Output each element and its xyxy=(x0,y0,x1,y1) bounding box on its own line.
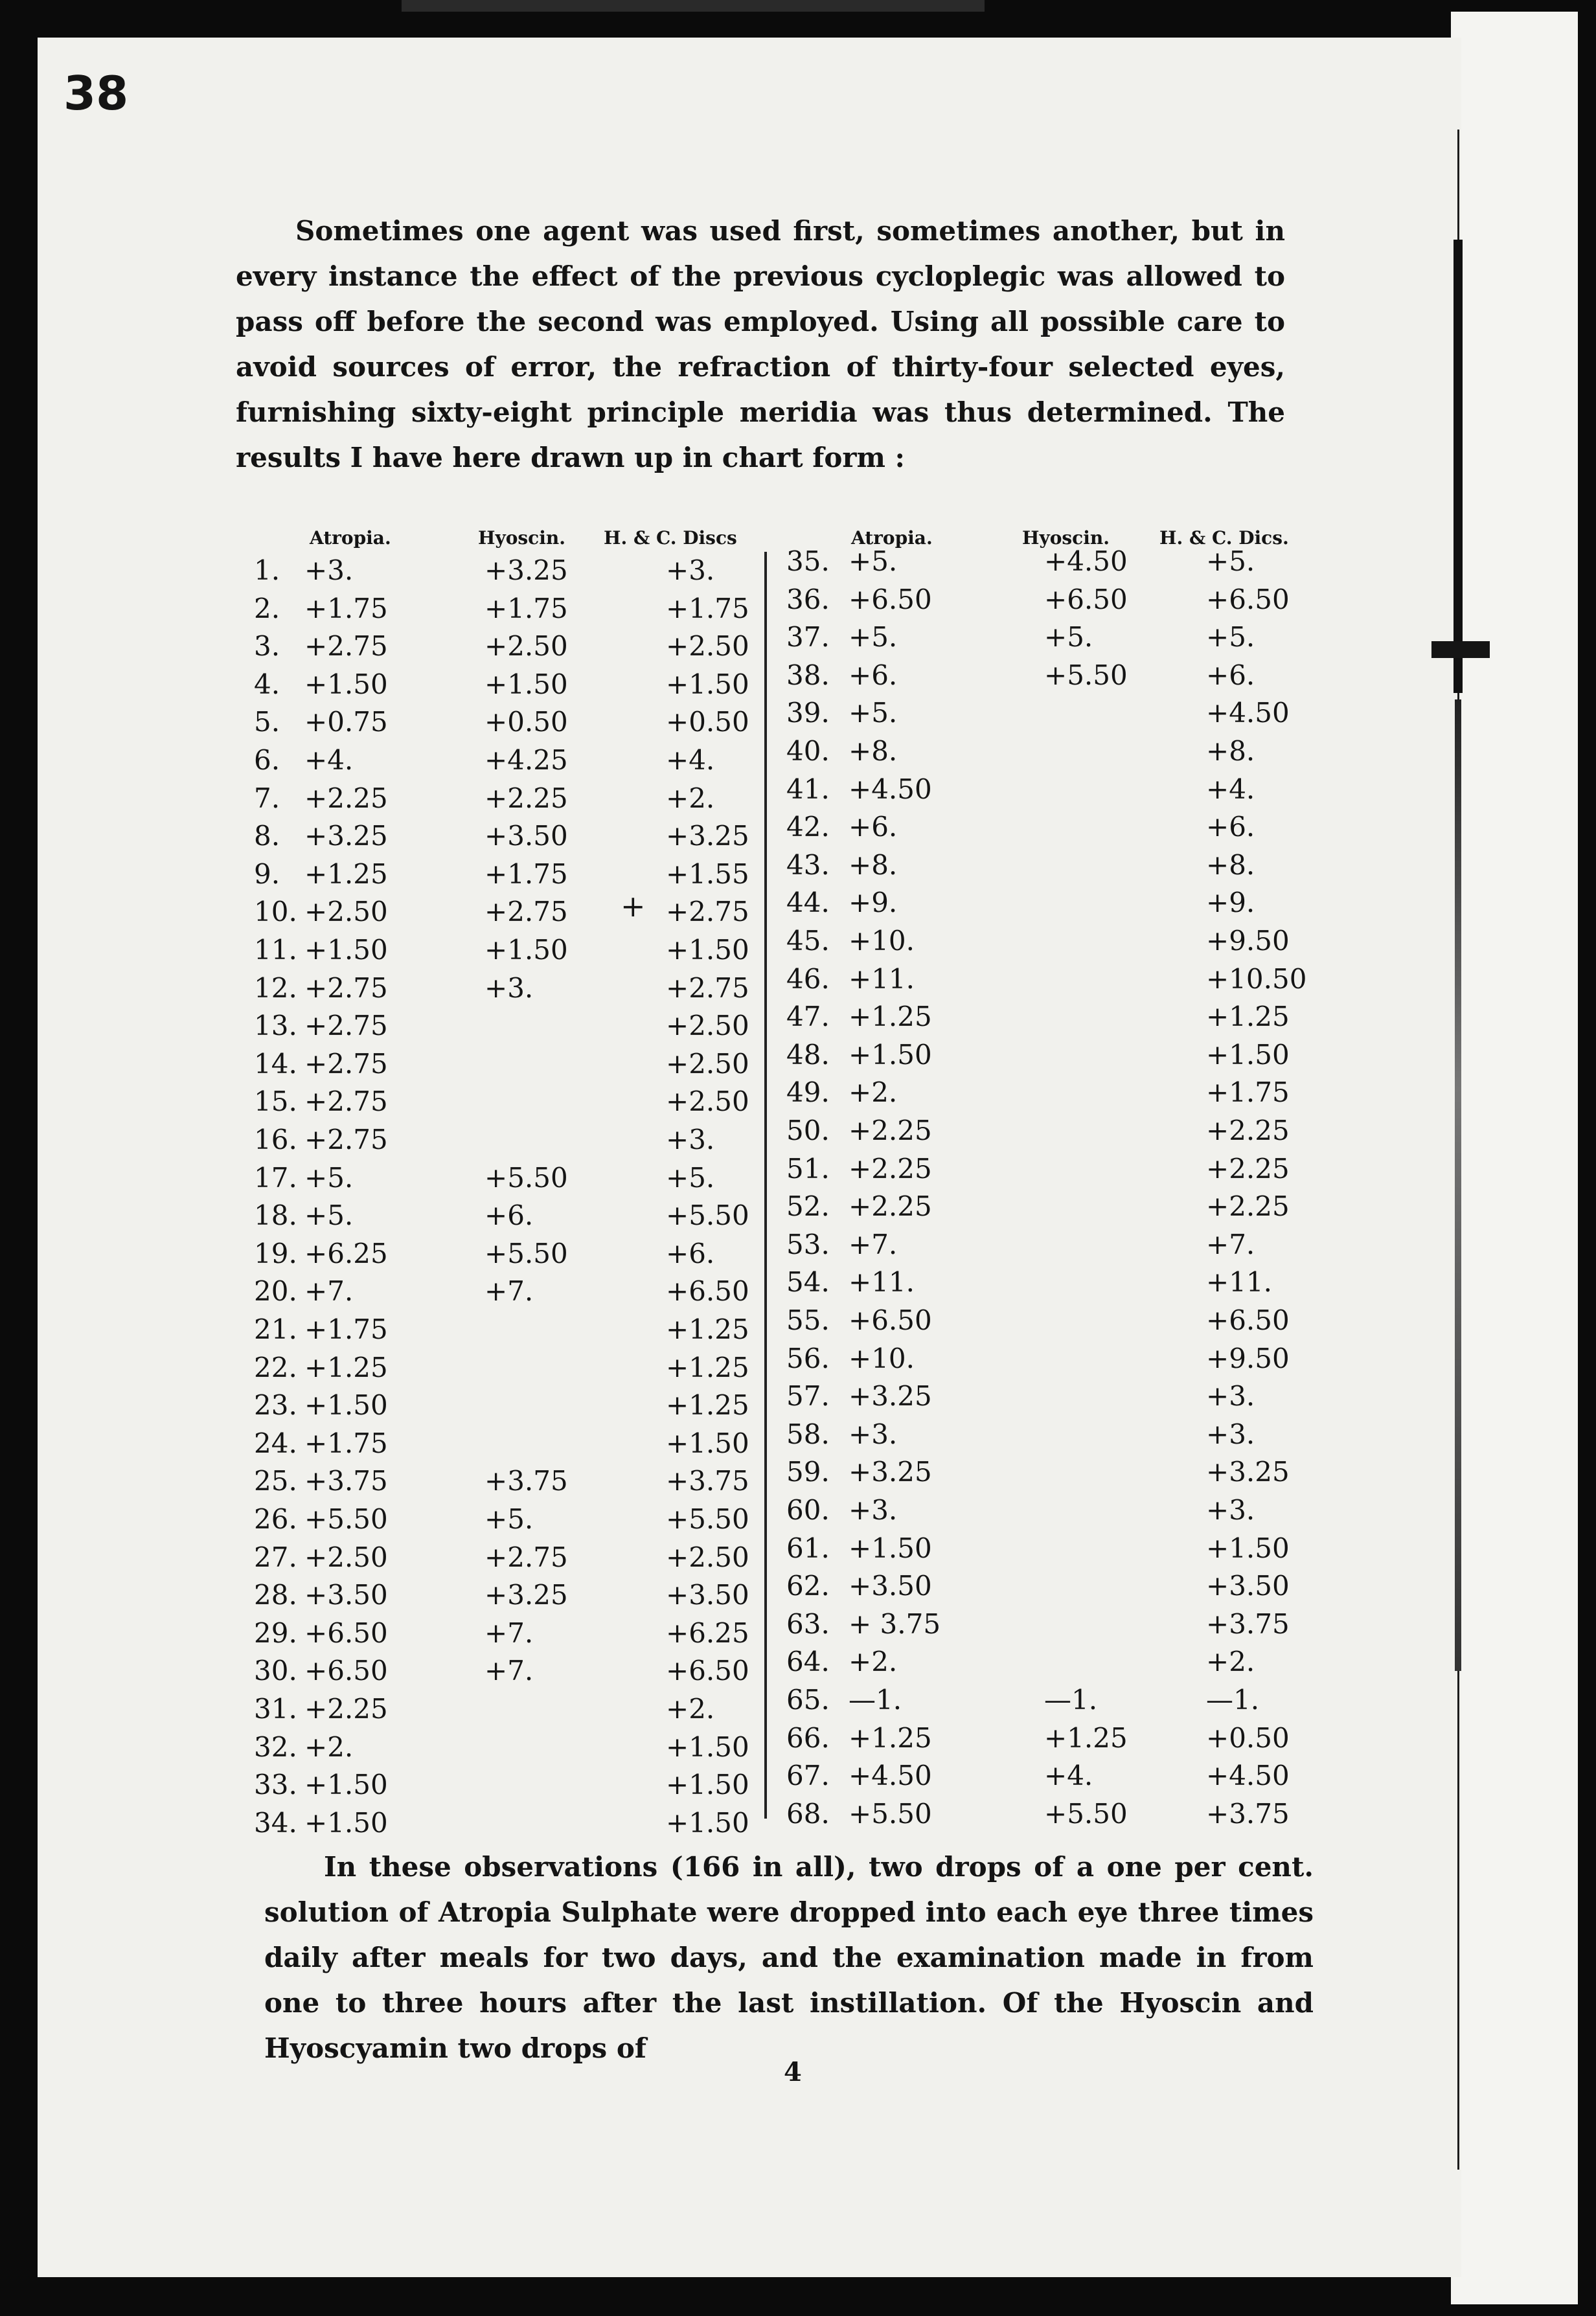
atropia-value: +2.25 xyxy=(849,1152,932,1185)
discs-value: +4. xyxy=(666,744,715,776)
atropia-value: +8. xyxy=(849,848,898,881)
row-number: 68. xyxy=(786,1797,830,1830)
discs-value: +3. xyxy=(666,1124,715,1155)
row-number: 51. xyxy=(786,1152,830,1185)
hyoscin-value: +6.50 xyxy=(1044,583,1128,615)
atropia-value: +4.50 xyxy=(849,1760,932,1792)
row-number: 35. xyxy=(786,545,830,577)
discs-value: +6. xyxy=(666,1237,715,1269)
atropia-value: +1.25 xyxy=(304,1351,388,1383)
discs-value: +6.25 xyxy=(666,1617,749,1649)
row-number: 24. xyxy=(254,1427,297,1459)
row-number: 22. xyxy=(254,1351,297,1383)
atropia-value: +2.50 xyxy=(304,896,388,928)
atropia-value: +1.75 xyxy=(304,592,388,624)
discs-value: +2.50 xyxy=(666,1047,749,1080)
hyoscin-value: +0.50 xyxy=(484,706,568,738)
atropia-value: +2.25 xyxy=(304,782,388,814)
atropia-value: +5. xyxy=(304,1199,354,1232)
hyoscin-value: +7. xyxy=(484,1617,534,1649)
hyoscin-value: +5.50 xyxy=(1044,1797,1128,1830)
atropia-value: +11. xyxy=(849,1266,915,1299)
hyoscin-value: +3.25 xyxy=(484,554,568,586)
row-number: 41. xyxy=(786,773,830,805)
hyoscin-value: +5.50 xyxy=(484,1237,568,1269)
atropia-value: +11. xyxy=(849,962,915,995)
atropia-value: +9. xyxy=(849,887,898,919)
row-number: 54. xyxy=(786,1266,830,1299)
hyoscin-value: +7. xyxy=(484,1275,534,1308)
atropia-value: +5. xyxy=(304,1161,354,1194)
discs-value: +6.50 xyxy=(1206,583,1290,615)
discs-value: +1.55 xyxy=(666,857,749,890)
right-table-row xyxy=(0,1456,1596,1494)
discs-value: +8. xyxy=(1206,848,1255,881)
discs-value: +3.75 xyxy=(1206,1607,1290,1640)
discs-value: +1.50 xyxy=(666,1806,749,1839)
discs-value: +6. xyxy=(1206,659,1255,691)
atropia-value: +6.50 xyxy=(849,1304,932,1336)
right-table-row xyxy=(0,925,1596,963)
row-number: 3. xyxy=(254,630,280,663)
discs-value: +6.50 xyxy=(1206,1304,1290,1336)
page-number: 38 xyxy=(63,66,129,120)
atropia-value: +3.25 xyxy=(849,1456,932,1488)
right-table-row xyxy=(0,1343,1596,1381)
discs-value: +1.25 xyxy=(666,1313,749,1345)
atropia-value: +2.25 xyxy=(849,1190,932,1223)
discs-value: +5. xyxy=(1206,545,1255,577)
discs-value: +3. xyxy=(666,554,715,586)
row-number: 20. xyxy=(254,1275,297,1308)
atropia-value: +1.50 xyxy=(849,1038,932,1071)
discs-value: +7. xyxy=(1206,1228,1255,1260)
row-number: 60. xyxy=(786,1494,830,1526)
discs-value: +2.75 xyxy=(666,971,749,1004)
header-left-hyoscin: Hyoscin. xyxy=(478,527,565,549)
hyoscin-value: +4.50 xyxy=(1044,545,1128,577)
hyoscin-value: +6. xyxy=(484,1199,534,1232)
row-number: 67. xyxy=(786,1760,830,1792)
atropia-value: +2.75 xyxy=(304,1010,388,1042)
hyoscin-value: +5.50 xyxy=(484,1161,568,1194)
discs-value: +1.25 xyxy=(666,1351,749,1383)
atropia-value: +6. xyxy=(849,811,898,843)
row-number: 12. xyxy=(254,971,297,1004)
hyoscin-value: +4.25 xyxy=(484,744,568,776)
hyoscin-value: +5. xyxy=(484,1503,534,1535)
discs-value: +9. xyxy=(1206,887,1255,919)
atropia-value: + 3.75 xyxy=(849,1607,941,1640)
row-number: 58. xyxy=(786,1418,830,1450)
atropia-value: +8. xyxy=(849,735,898,767)
row-number: 66. xyxy=(786,1721,830,1754)
row-number: 25. xyxy=(254,1465,297,1497)
hyoscin-value: +2.75 xyxy=(484,896,568,928)
row-number: 37. xyxy=(786,621,830,653)
right-table-row xyxy=(0,1001,1596,1042)
row-number: 29. xyxy=(254,1617,297,1649)
atropia-value: +10. xyxy=(849,1342,915,1374)
header-left-atropia: Atropia. xyxy=(310,527,391,549)
hyoscin-value: +2.25 xyxy=(484,782,568,814)
row-number: 6. xyxy=(254,744,280,776)
atropia-value: +3. xyxy=(304,554,354,586)
hyoscin-value: +1.50 xyxy=(484,668,568,700)
atropia-value: +2.75 xyxy=(304,630,388,663)
atropia-value: +2.75 xyxy=(304,1085,388,1118)
atropia-value: +3.25 xyxy=(304,820,388,852)
row-number: 59. xyxy=(786,1456,830,1488)
discs-value: +3.25 xyxy=(1206,1456,1290,1488)
row-number: 18. xyxy=(254,1199,297,1232)
row-number: 5. xyxy=(254,706,280,738)
atropia-value: +3. xyxy=(849,1494,898,1526)
discs-value: +1.75 xyxy=(1206,1076,1290,1109)
right-table-row xyxy=(0,1418,1596,1457)
discs-value: +5.50 xyxy=(666,1199,749,1232)
closing-paragraph xyxy=(264,1845,1314,2071)
discs-value: +3. xyxy=(1206,1494,1255,1526)
row-number: 8. xyxy=(254,820,280,852)
discs-value: +2.50 xyxy=(666,1541,749,1573)
discs-value: +4.50 xyxy=(1206,697,1290,729)
atropia-value: —1. xyxy=(849,1684,902,1716)
atropia-value: +6. xyxy=(849,659,898,691)
atropia-value: +6.25 xyxy=(304,1237,388,1269)
atropia-value: +4.50 xyxy=(849,773,932,805)
right-table-row xyxy=(0,887,1596,928)
discs-value: +6.50 xyxy=(666,1655,749,1687)
row-number: 61. xyxy=(786,1532,830,1564)
atropia-value: +1.50 xyxy=(304,1769,388,1801)
discs-value: +3.75 xyxy=(1206,1797,1290,1830)
row-number: 10. xyxy=(254,896,297,928)
row-number: 50. xyxy=(786,1115,830,1146)
atropia-value: +10. xyxy=(849,925,915,957)
right-table-row xyxy=(0,1380,1596,1418)
discs-value: +2.25 xyxy=(1206,1115,1290,1146)
discs-value: +5. xyxy=(666,1161,715,1194)
header-right-atropia: Atropia. xyxy=(851,527,933,549)
atropia-value: +5.50 xyxy=(304,1503,388,1535)
row-number: 27. xyxy=(254,1541,297,1573)
atropia-value: +1.25 xyxy=(849,1001,932,1033)
atropia-value: +3.50 xyxy=(849,1570,932,1602)
atropia-value: +2.75 xyxy=(304,971,388,1004)
atropia-value: +0.75 xyxy=(304,706,388,738)
row-number: 1. xyxy=(254,554,280,586)
atropia-value: +6.50 xyxy=(849,583,932,615)
right-table-row xyxy=(0,1190,1596,1232)
hyoscin-value: +3.25 xyxy=(484,1579,568,1611)
header-right-hyoscin: Hyoscin. xyxy=(1022,527,1110,549)
row-number: 57. xyxy=(786,1380,830,1413)
row-number: 55. xyxy=(786,1304,830,1336)
discs-value: +2.50 xyxy=(666,1085,749,1118)
discs-value: +6.50 xyxy=(666,1275,749,1308)
header-right-discs: H. & C. Dics. xyxy=(1159,527,1289,549)
right-table-row xyxy=(0,963,1596,1001)
atropia-value: +5. xyxy=(849,697,898,729)
row-number: 26. xyxy=(254,1503,297,1535)
right-table-row xyxy=(0,1608,1596,1646)
atropia-value: +1.50 xyxy=(304,1389,388,1422)
row-number: 14. xyxy=(254,1047,297,1080)
row-number: 56. xyxy=(786,1342,830,1374)
right-table-row xyxy=(0,1760,1596,1801)
atropia-value: +1.75 xyxy=(304,1427,388,1459)
row-number: 43. xyxy=(786,848,830,881)
row-number: 32. xyxy=(254,1731,297,1763)
row-number: 40. xyxy=(786,735,830,767)
hyoscin-value: +1.50 xyxy=(484,934,568,966)
atropia-value: +1.50 xyxy=(304,1806,388,1839)
row-number: 15. xyxy=(254,1085,297,1118)
discs-value: +9.50 xyxy=(1206,925,1290,957)
discs-value: +2. xyxy=(666,782,715,814)
atropia-value: +2.25 xyxy=(849,1115,932,1146)
row-number: 9. xyxy=(254,857,280,890)
row-number: 49. xyxy=(786,1076,830,1109)
row-number: 34. xyxy=(254,1806,297,1839)
row-number: 42. xyxy=(786,811,830,843)
row-number: 4. xyxy=(254,668,280,700)
discs-value: +3.75 xyxy=(666,1465,749,1497)
row-number: 47. xyxy=(786,1001,830,1033)
right-table-row xyxy=(0,1115,1596,1153)
hyoscin-value: +3.50 xyxy=(484,820,568,852)
row-number: 7. xyxy=(254,782,280,814)
discs-value: +1.25 xyxy=(1206,1001,1290,1033)
row-number: 16. xyxy=(254,1124,297,1155)
row-number: 33. xyxy=(254,1769,297,1801)
right-table-row xyxy=(0,1039,1596,1077)
discs-value: +5. xyxy=(1206,621,1255,653)
right-table-row xyxy=(0,849,1596,887)
discs-value: +3. xyxy=(1206,1418,1255,1450)
atropia-value: +5. xyxy=(849,545,898,577)
discs-value: +2.50 xyxy=(666,630,749,663)
atropia-value: +1.50 xyxy=(849,1532,932,1564)
right-table-row xyxy=(0,1304,1596,1343)
closing-text: In these observations (166 in all), two drops of a one per cent. solution of Atropia Sulphate were dropped into each eye three times daily after meals for two days, and the examination made in from one to three hours after the last instillation. Of the Hyoscin and Hyoscyamin two drops of xyxy=(264,1851,1314,2064)
right-table-row xyxy=(0,1494,1596,1532)
discs-value: +0.50 xyxy=(1206,1721,1290,1754)
discs-value: +9.50 xyxy=(1206,1342,1290,1374)
atropia-value: +3.25 xyxy=(849,1380,932,1413)
atropia-value: +2.25 xyxy=(304,1693,388,1725)
atropia-value: +3.50 xyxy=(304,1579,388,1611)
atropia-value: +7. xyxy=(849,1228,898,1260)
discs-value: +4. xyxy=(1206,773,1255,805)
right-table-row xyxy=(0,1798,1596,1836)
hyoscin-value: +4. xyxy=(1044,1760,1093,1792)
discs-value: +11. xyxy=(1206,1266,1272,1299)
row-number: 11. xyxy=(254,934,297,966)
row-number: 53. xyxy=(786,1228,830,1260)
atropia-value: +1.25 xyxy=(849,1721,932,1754)
discs-value: +3. xyxy=(1206,1380,1255,1413)
atropia-value: +2. xyxy=(849,1646,898,1678)
atropia-value: +6.50 xyxy=(304,1655,388,1687)
right-table-row xyxy=(0,545,1596,584)
atropia-value: +2.75 xyxy=(304,1124,388,1155)
right-table-row xyxy=(0,1684,1596,1722)
row-number: 46. xyxy=(786,962,830,995)
right-table-row xyxy=(0,1532,1596,1571)
right-table-row xyxy=(0,735,1596,773)
right-table-row xyxy=(0,659,1596,698)
row-number: 44. xyxy=(786,887,830,919)
discs-value: +1.25 xyxy=(666,1389,749,1422)
right-table-row xyxy=(0,1153,1596,1191)
hyoscin-value: +1.75 xyxy=(484,857,568,890)
discs-value: +3.25 xyxy=(666,820,749,852)
atropia-value: +3.75 xyxy=(304,1465,388,1497)
atropia-value: +2.75 xyxy=(304,1047,388,1080)
hyoscin-value: +2.50 xyxy=(484,630,568,663)
hyoscin-value: +7. xyxy=(484,1655,534,1687)
right-table-row xyxy=(0,1722,1596,1760)
atropia-value: +2.50 xyxy=(304,1541,388,1573)
row-number: 48. xyxy=(786,1038,830,1071)
discs-value: +5.50 xyxy=(666,1503,749,1535)
discs-value: +3.50 xyxy=(666,1579,749,1611)
atropia-value: +1.50 xyxy=(304,668,388,700)
row-number: 52. xyxy=(786,1190,830,1223)
row-number: 30. xyxy=(254,1655,297,1687)
row-number: 36. xyxy=(786,583,830,615)
extra-plus-mark: + xyxy=(621,889,646,924)
discs-value: +1.50 xyxy=(1206,1038,1290,1071)
discs-value: +2.25 xyxy=(1206,1190,1290,1223)
discs-value: +1.75 xyxy=(666,592,749,624)
atropia-value: +2. xyxy=(304,1731,354,1763)
row-number: 63. xyxy=(786,1607,830,1640)
atropia-value: +1.75 xyxy=(304,1313,388,1345)
row-number: 2. xyxy=(254,592,280,624)
discs-value: +0.50 xyxy=(666,706,749,738)
folio-number: 4 xyxy=(784,2057,802,2087)
row-number: 21. xyxy=(254,1313,297,1345)
hyoscin-value: +1.75 xyxy=(484,592,568,624)
right-table-row xyxy=(0,811,1596,849)
atropia-value: +2. xyxy=(849,1076,898,1109)
row-number: 39. xyxy=(786,697,830,729)
hyoscin-value: —1. xyxy=(1044,1684,1098,1716)
discs-value: +1.50 xyxy=(666,1769,749,1801)
row-number: 17. xyxy=(254,1161,297,1194)
discs-value: +1.50 xyxy=(1206,1532,1290,1564)
atropia-value: +3. xyxy=(849,1418,898,1450)
discs-value: +4.50 xyxy=(1206,1760,1290,1792)
discs-value: +2.50 xyxy=(666,1010,749,1042)
discs-value: +1.50 xyxy=(666,934,749,966)
right-table-row xyxy=(0,1229,1596,1267)
atropia-value: +1.25 xyxy=(304,857,388,890)
atropia-value: +7. xyxy=(304,1275,354,1308)
hyoscin-value: +5. xyxy=(1044,621,1093,653)
hyoscin-value: +1.25 xyxy=(1044,1721,1128,1754)
discs-value: +10.50 xyxy=(1206,962,1307,995)
row-number: 38. xyxy=(786,659,830,691)
atropia-value: +1.50 xyxy=(304,934,388,966)
atropia-value: +4. xyxy=(304,744,354,776)
right-table-row xyxy=(0,697,1596,735)
row-number: 64. xyxy=(786,1646,830,1678)
row-number: 31. xyxy=(254,1693,297,1725)
discs-value: +3.50 xyxy=(1206,1570,1290,1602)
hyoscin-value: +3. xyxy=(484,971,534,1004)
row-number: 62. xyxy=(786,1570,830,1602)
row-number: 65. xyxy=(786,1684,830,1716)
row-number: 45. xyxy=(786,925,830,957)
header-left-discs: H. & C. Discs xyxy=(604,527,737,549)
row-number: 23. xyxy=(254,1389,297,1422)
right-table-row xyxy=(0,773,1596,812)
atropia-value: +5. xyxy=(849,621,898,653)
discs-value: +2. xyxy=(666,1693,715,1725)
right-table-row xyxy=(0,584,1596,622)
discs-value: +6. xyxy=(1206,811,1255,843)
right-table-row xyxy=(0,1570,1596,1608)
row-number: 13. xyxy=(254,1010,297,1042)
intro-text: Sometimes one agent was used first, sometimes another, but in every instance the effect of the previous cycloplegic was allowed to pass off before the second was employed. Using all possible care to avoid sources of error, the refraction of thirty-four selected eyes, furnishing sixty-eight principle meridia was thus determined. The results I have here drawn up in chart form : xyxy=(236,215,1285,473)
discs-value: +2.25 xyxy=(1206,1152,1290,1185)
hyoscin-value: +3.75 xyxy=(484,1465,568,1497)
atropia-value: +6.50 xyxy=(304,1617,388,1649)
discs-value: +1.50 xyxy=(666,1731,749,1763)
discs-value: +1.50 xyxy=(666,668,749,700)
right-table-row xyxy=(0,621,1596,659)
hyoscin-value: +5.50 xyxy=(1044,659,1128,691)
discs-value: +8. xyxy=(1206,735,1255,767)
discs-value: —1. xyxy=(1206,1684,1260,1716)
row-number: 28. xyxy=(254,1579,297,1611)
discs-value: +2.75 xyxy=(666,896,749,928)
discs-value: +2. xyxy=(1206,1646,1255,1678)
atropia-value: +5.50 xyxy=(849,1797,932,1830)
discs-value: +1.50 xyxy=(666,1427,749,1459)
right-table-row xyxy=(0,1076,1596,1118)
row-number: 19. xyxy=(254,1237,297,1269)
right-table-row xyxy=(0,1646,1596,1687)
right-table-row xyxy=(0,1266,1596,1304)
hyoscin-value: +2.75 xyxy=(484,1541,568,1573)
